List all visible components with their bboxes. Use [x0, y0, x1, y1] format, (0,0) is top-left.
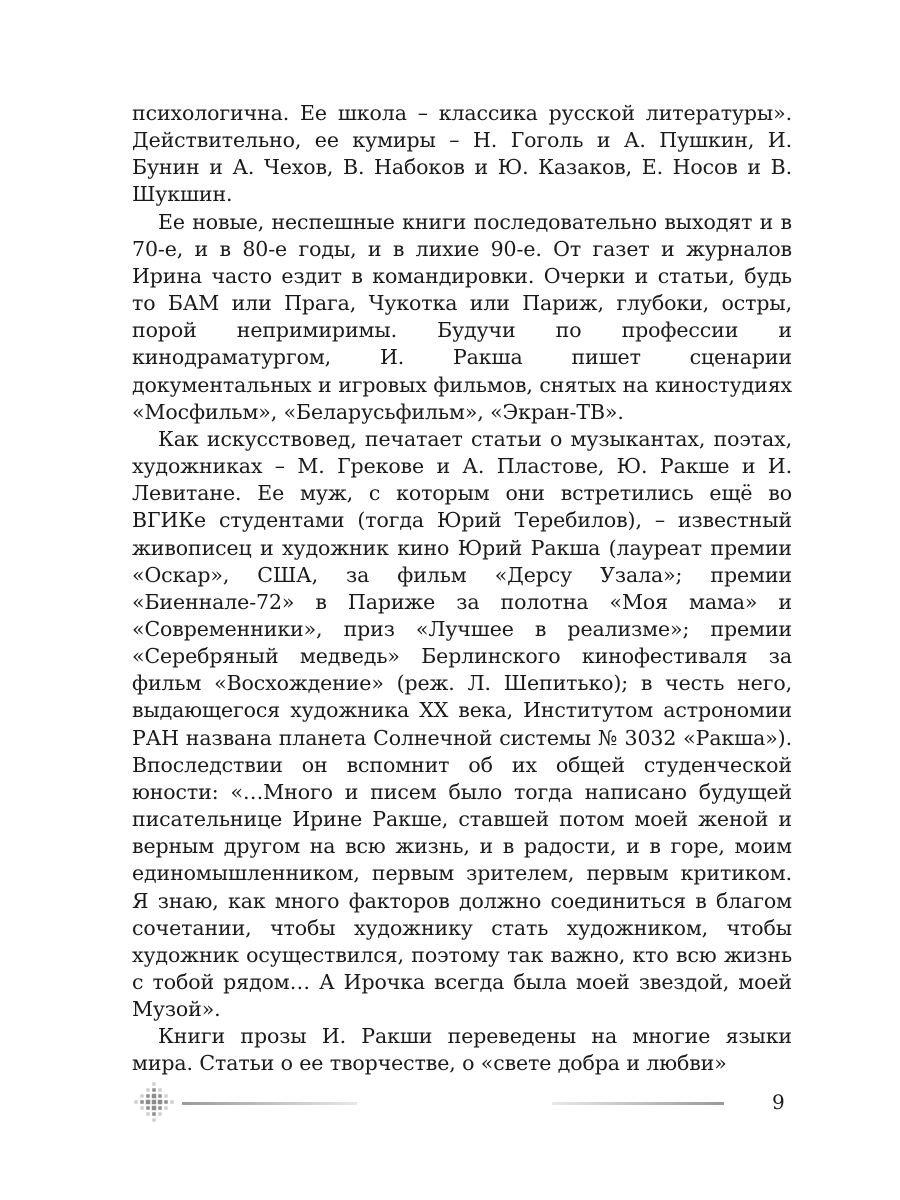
paragraph: Ее новые, неспешные книги последовательно выходят и в 70-е, и в 80-е годы, и в лихие 90-е. От газет и журналов Ирина часто ездит в командировки. Очерки и статьи, будь то БАМ или Прага, Чукотка или Париж, глубоки, остры, порой непримиримы. Будучи по профессии и кинодраматургом, И. Ракша пишет сценарии документальных и игровых фильмов, снятых на киностудиях «Мосфильм», «Беларусьфильм», «Экран-ТВ». [132, 209, 792, 424]
page-body [132, 100, 792, 1078]
paragraph: Как искусствовед, печатает статьи о музыкантах, поэтах, художниках – М. Грекове и А. Пластове, Ю. Ракше и И. Левитане. Ее муж, с которым они встретились ещё во ВГИКе студентами (тогда Юрий Теребилов), – известный живописец и художник кино Юрий Ракша (лауреат премии «Оскар», США, за фильм «Дерсу Узала»; премии «Биеннале-72» в Париже за полотна «Моя мама» и «Современники», приз «Лучшее в реализме»; премии «Серебряный медведь» Берлинского кинофестиваля за фильм «Восхождение» (реж. Л. Шепитько); в честь него, выдающегося художника XX века, Институтом астрономии РАН названа планета Солнечной системы № 3032 «Ракша»). Впоследствии он вспомнит об их общей студенческой юности: «…Много и писем было тогда написано будущей писательнице Ирине Ракше, ставшей потом моей женой и верным другом на всю жизнь, и в радости, и в горе, моим единомышленником, первым зрителем, первым критиком. Я знаю, как много факторов должно соединиться в благом сочетании, чтобы художнику стать художником, чтобы художник осуществился, поэтому так важно, кто всю жизнь с тобой рядом… А Ирочка всегда была моей звездой, моей Музой». [132, 426, 792, 1022]
paragraph: психологична. Ее школа – классика русской литературы». Действительно, ее кумиры – Н. Гоголь и А. Пушкин, И. Бунин и А. Чехов, В. Набоков и Ю. Казаков, Е. Носов и В. Шукшин. [132, 101, 792, 207]
page-footer [0, 1080, 900, 1150]
paragraph: Книги прозы И. Ракши переведены на многие языки мира. Статьи о ее творчестве, о «свете добра и любви» [132, 1024, 792, 1076]
page-number: 9 [772, 1090, 785, 1114]
footer-rule-left [182, 1102, 357, 1105]
pixel-diamond-ornament-icon [132, 1080, 176, 1124]
footer-rule-right [552, 1102, 724, 1105]
